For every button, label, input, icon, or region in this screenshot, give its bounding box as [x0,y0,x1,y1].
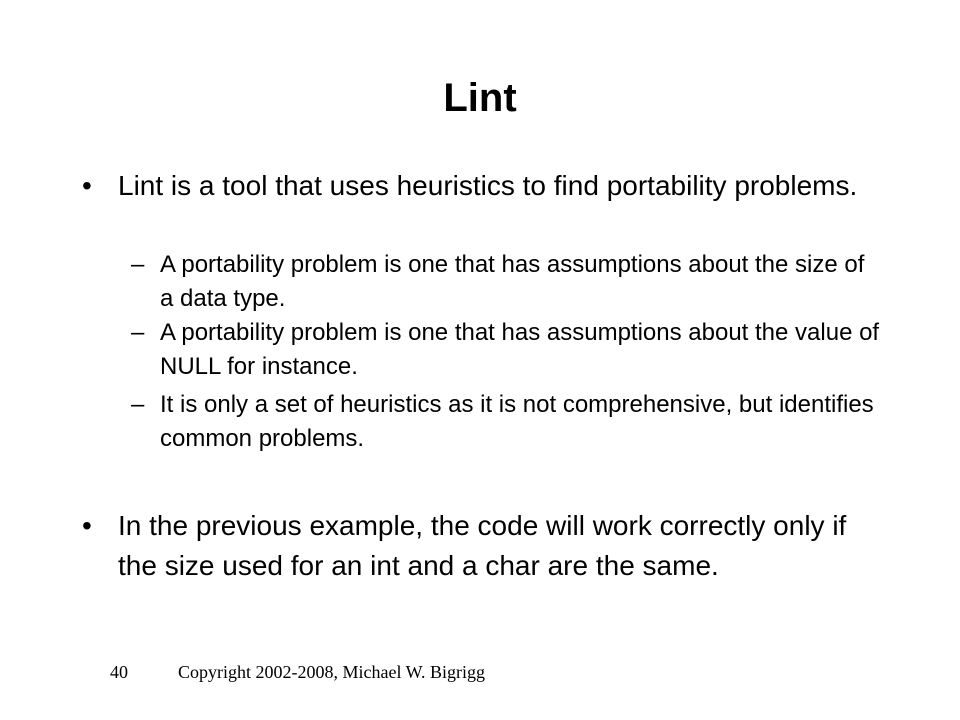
sub-bullet-text: A portability problem is one that has assumptions about the size of a data type. [160,251,865,312]
bullet-marker: • [82,170,92,201]
sub-bullet-marker: – [131,251,145,278]
sub-bullet-item [131,316,891,384]
bullet-marker: • [82,510,92,541]
slide-title: Lint [443,76,517,120]
bullet-text: In the previous example, the code will work correctly only if the size used for an int and a char are the same. [118,510,847,581]
sub-bullet-item [131,388,891,456]
sub-bullet-text: It is only a set of heuristics as it is not comprehensive, but identifies common problems. [160,391,874,452]
sub-bullet-text: A portability problem is one that has assumptions about the value of NULL for instance. [160,319,880,380]
sub-bullet-item [131,248,891,316]
bullet-item [82,166,882,248]
page-number: 40 [110,662,128,682]
bullet-text: Lint is a tool that uses heuristics to find portability problems. [118,170,858,201]
sub-bullet-marker: – [131,319,145,346]
copyright-notice: Copyright 2002-2008, Michael W. Bigrigg [178,662,485,682]
sub-bullet-marker: – [131,391,145,418]
bullet-item [82,506,882,628]
